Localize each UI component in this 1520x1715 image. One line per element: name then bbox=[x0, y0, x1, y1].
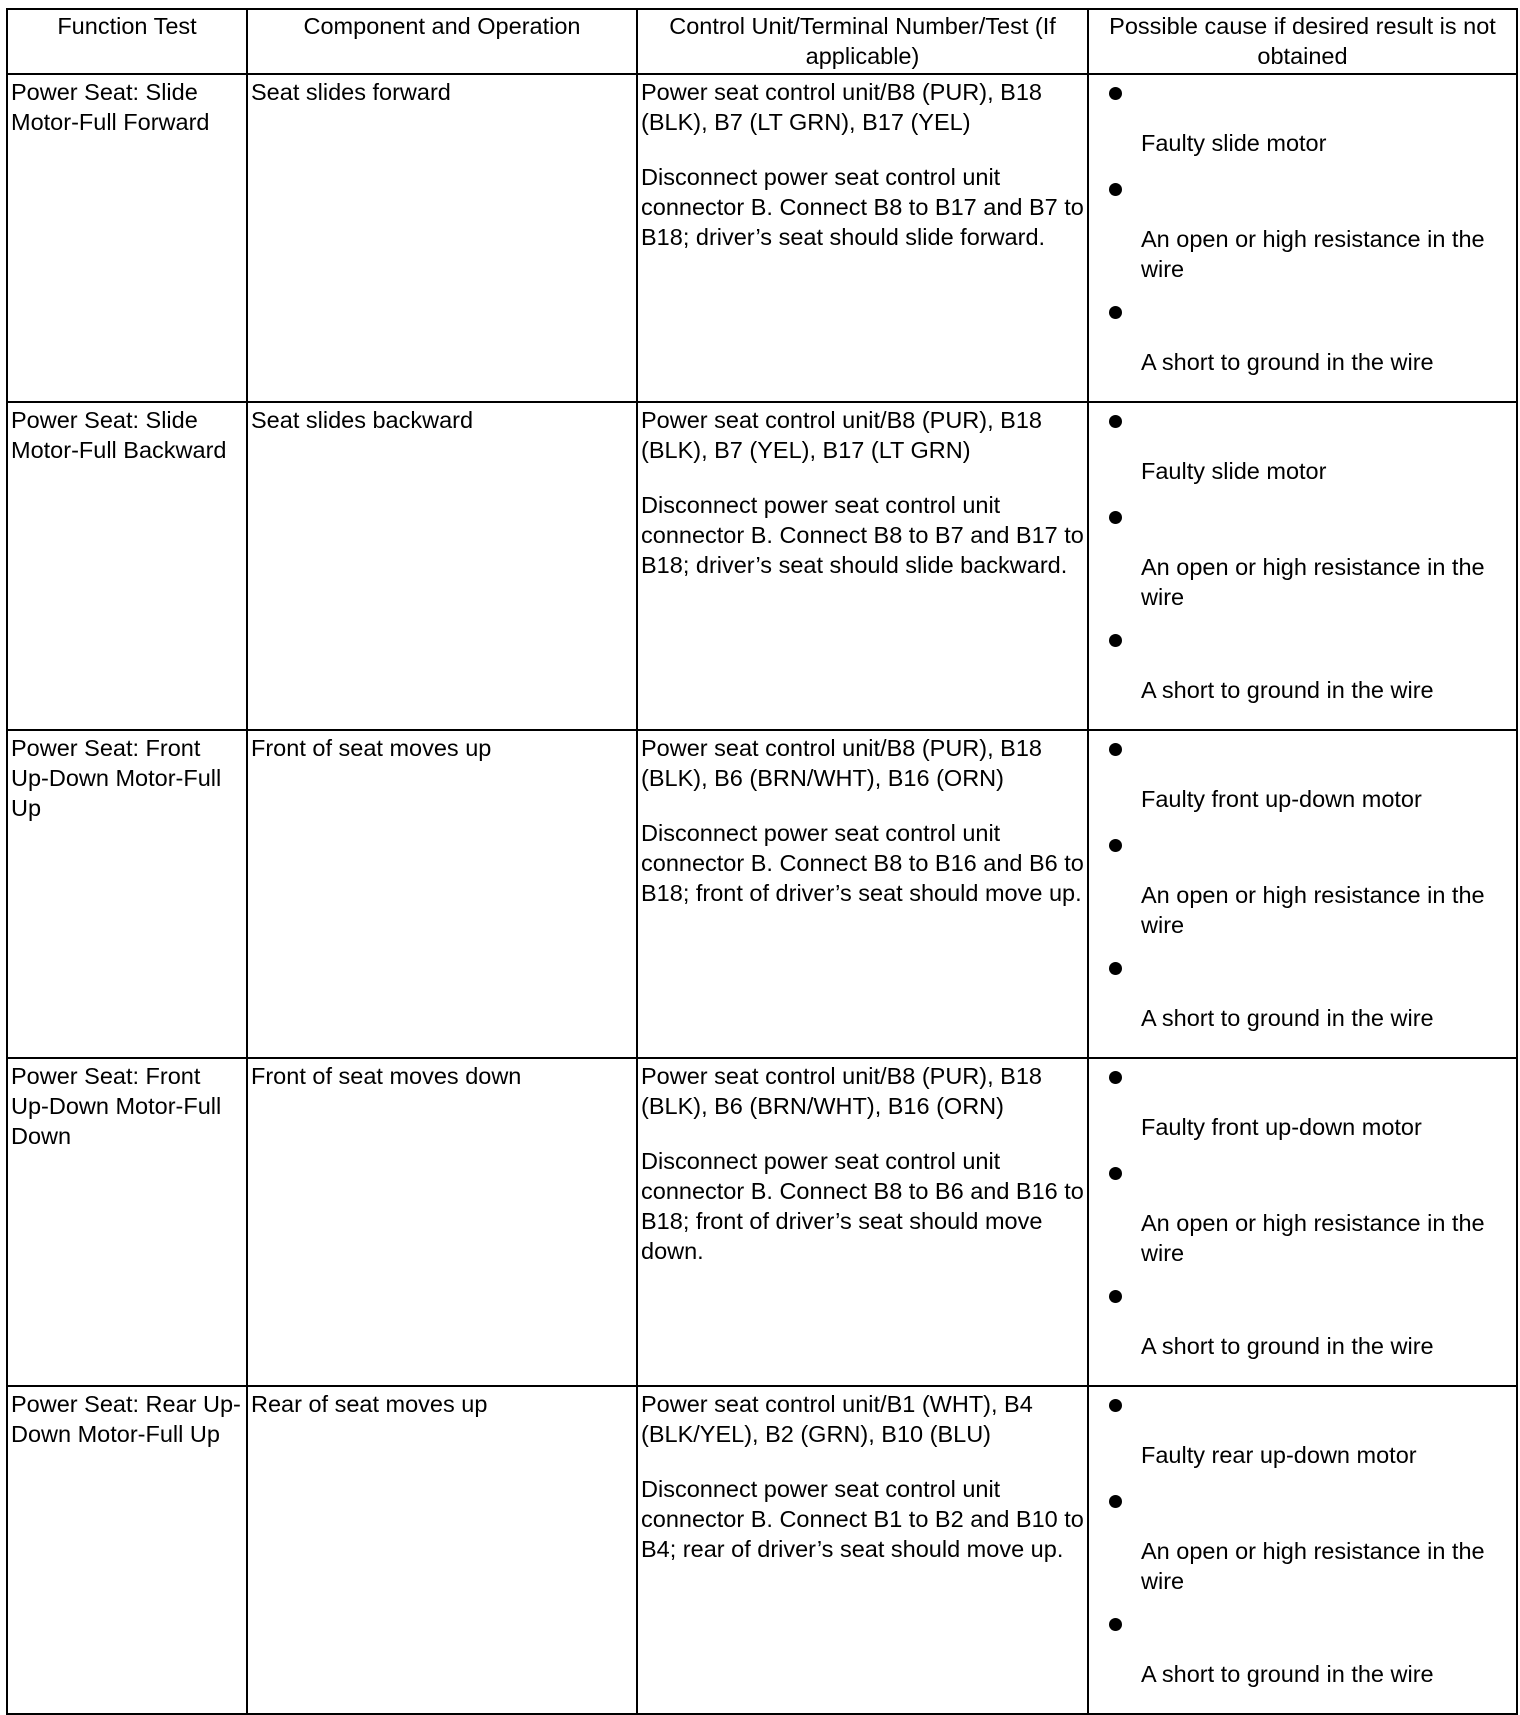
table-row bbox=[7, 74, 1517, 402]
bullet-icon bbox=[1109, 1618, 1122, 1631]
bullet-icon bbox=[1109, 1495, 1122, 1508]
cause-text: Faulty slide motor bbox=[1141, 458, 1327, 484]
function-test-cell bbox=[7, 730, 247, 1058]
function-test-table bbox=[6, 8, 1518, 1715]
bullet-icon bbox=[1109, 306, 1122, 319]
cause-text: An open or high resistance in the wire bbox=[1141, 554, 1485, 610]
component-cell bbox=[247, 730, 637, 1058]
possible-cause-cell bbox=[1088, 74, 1517, 402]
bullet-icon bbox=[1109, 1399, 1122, 1412]
component-text: Front of seat moves up bbox=[251, 735, 492, 761]
cause-text: A short to ground in the wire bbox=[1141, 1661, 1434, 1687]
function-test-cell bbox=[7, 1386, 247, 1714]
function-test-cell bbox=[7, 402, 247, 730]
cause-text: A short to ground in the wire bbox=[1141, 1005, 1434, 1031]
diagnostic-table-container bbox=[6, 8, 1516, 1715]
bullet-icon bbox=[1109, 183, 1122, 196]
cause-text: Faulty rear up-down motor bbox=[1141, 1442, 1417, 1468]
function-test-text: Power Seat: Front Up-Down Motor-Full Up bbox=[11, 735, 222, 821]
bullet-icon bbox=[1109, 415, 1122, 428]
component-text: Seat slides forward bbox=[251, 79, 451, 105]
control-unit-test-procedure: Disconnect power seat control unit connector B. Connect B8 to B16 and B6 to B18; front of driver’s seat should move up. bbox=[641, 820, 1084, 906]
component-text: Seat slides backward bbox=[251, 407, 474, 433]
control-unit-cell bbox=[637, 1058, 1088, 1386]
bullet-icon bbox=[1109, 1071, 1122, 1084]
table-row bbox=[7, 730, 1517, 1058]
control-unit-test-procedure: Disconnect power seat control unit connector B. Connect B8 to B7 and B17 to B18; driver’s seat should slide backward. bbox=[641, 492, 1084, 578]
cause-text: An open or high resistance in the wire bbox=[1141, 226, 1485, 282]
table-row bbox=[7, 1386, 1517, 1714]
header-control-unit: Control Unit/Terminal Number/Test (If applicable) bbox=[637, 9, 1088, 74]
possible-cause-cell bbox=[1088, 402, 1517, 730]
bullet-icon bbox=[1109, 634, 1122, 647]
table-row bbox=[7, 1058, 1517, 1386]
control-unit-test-procedure: Disconnect power seat control unit connector B. Connect B1 to B2 and B10 to B4; rear of driver’s seat should move up. bbox=[641, 1476, 1084, 1562]
cause-text: An open or high resistance in the wire bbox=[1141, 1538, 1485, 1594]
bullet-icon bbox=[1109, 743, 1122, 756]
function-test-cell bbox=[7, 1058, 247, 1386]
header-possible-cause: Possible cause if desired result is not obtained bbox=[1088, 9, 1517, 74]
bullet-icon bbox=[1109, 839, 1122, 852]
table-row bbox=[7, 402, 1517, 730]
control-unit-cell bbox=[637, 730, 1088, 1058]
function-test-cell bbox=[7, 74, 247, 402]
bullet-icon bbox=[1109, 87, 1122, 100]
component-text: Front of seat moves down bbox=[251, 1063, 522, 1089]
component-text: Rear of seat moves up bbox=[251, 1391, 488, 1417]
cause-text: A short to ground in the wire bbox=[1141, 349, 1434, 375]
header-function-test: Function Test bbox=[7, 9, 247, 74]
header-component-operation: Component and Operation bbox=[247, 9, 637, 74]
cause-text: A short to ground in the wire bbox=[1141, 1333, 1434, 1359]
control-unit-terminals: Power seat control unit/B8 (PUR), B18 (BLK), B7 (LT GRN), B17 (YEL) bbox=[641, 79, 1042, 135]
control-unit-terminals: Power seat control unit/B8 (PUR), B18 (BLK), B6 (BRN/WHT), B16 (ORN) bbox=[641, 1063, 1042, 1119]
cause-text: Faulty slide motor bbox=[1141, 130, 1327, 156]
cause-text: An open or high resistance in the wire bbox=[1141, 882, 1485, 938]
control-unit-test-procedure: Disconnect power seat control unit connector B. Connect B8 to B17 and B7 to B18; driver’s seat should slide forward. bbox=[641, 164, 1084, 250]
control-unit-terminals: Power seat control unit/B8 (PUR), B18 (BLK), B7 (YEL), B17 (LT GRN) bbox=[641, 407, 1042, 463]
component-cell bbox=[247, 1386, 637, 1714]
control-unit-test-procedure: Disconnect power seat control unit connector B. Connect B8 to B6 and B16 to B18; front of driver’s seat should move down. bbox=[641, 1148, 1084, 1264]
control-unit-cell bbox=[637, 1386, 1088, 1714]
component-cell bbox=[247, 1058, 637, 1386]
cause-text: Faulty front up-down motor bbox=[1141, 1114, 1422, 1140]
bullet-icon bbox=[1109, 1167, 1122, 1180]
bullet-icon bbox=[1109, 1290, 1122, 1303]
function-test-text: Power Seat: Rear Up-Down Motor-Full Up bbox=[11, 1391, 241, 1447]
function-test-text: Power Seat: Front Up-Down Motor-Full Down bbox=[11, 1063, 222, 1149]
header-row bbox=[7, 9, 1517, 74]
cause-text: An open or high resistance in the wire bbox=[1141, 1210, 1485, 1266]
control-unit-terminals: Power seat control unit/B8 (PUR), B18 (BLK), B6 (BRN/WHT), B16 (ORN) bbox=[641, 735, 1042, 791]
cause-text: Faulty front up-down motor bbox=[1141, 786, 1422, 812]
possible-cause-cell bbox=[1088, 1058, 1517, 1386]
control-unit-terminals: Power seat control unit/B1 (WHT), B4 (BLK/YEL), B2 (GRN), B10 (BLU) bbox=[641, 1391, 1033, 1447]
component-cell bbox=[247, 402, 637, 730]
possible-cause-cell bbox=[1088, 1386, 1517, 1714]
bullet-icon bbox=[1109, 962, 1122, 975]
possible-cause-cell bbox=[1088, 730, 1517, 1058]
control-unit-cell bbox=[637, 402, 1088, 730]
function-test-text: Power Seat: Slide Motor-Full Backward bbox=[11, 407, 227, 463]
bullet-icon bbox=[1109, 511, 1122, 524]
control-unit-cell bbox=[637, 74, 1088, 402]
cause-text: A short to ground in the wire bbox=[1141, 677, 1434, 703]
component-cell bbox=[247, 74, 637, 402]
function-test-text: Power Seat: Slide Motor-Full Forward bbox=[11, 79, 210, 135]
